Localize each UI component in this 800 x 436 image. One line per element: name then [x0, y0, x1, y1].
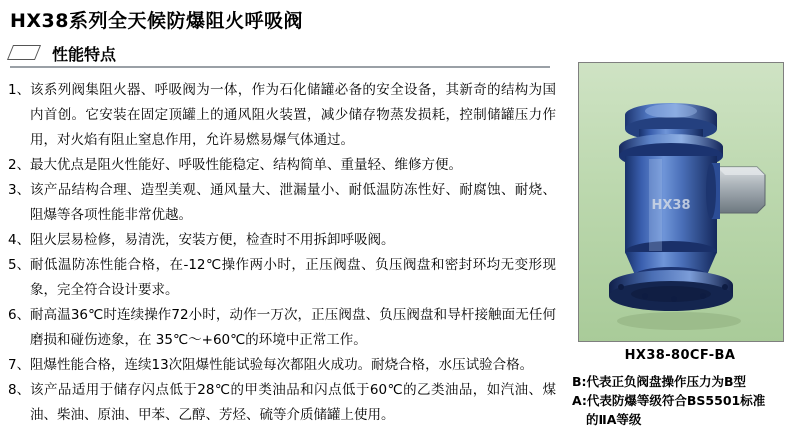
section-title: 性能特点	[52, 45, 117, 64]
list-item-text: 该产品适用于储存闪点低于28℃的甲类油品和闪点低于60℃的乙类油品，如汽油、煤油、柴油、原油、甲苯、乙醇、芳烃、硫等介质储罐上使用。	[30, 382, 556, 423]
list-item-number: 4、	[8, 232, 31, 248]
list-item-text: 阻爆性能合格，连续13次阻爆性能试验每次都阻火成功。耐烧合格，水压试验合格。	[30, 357, 534, 373]
list-item-text: 耐低温防冻性能合格，在-12℃操作两小时，正压阀盘、负压阀盘和密封环均无变形现象，完全符合设计要求。	[30, 257, 556, 298]
list-item-number: 3、	[8, 182, 31, 198]
legend-row	[572, 391, 796, 410]
list-item-number: 1、	[8, 82, 31, 98]
legend-key: B:	[572, 374, 587, 389]
list-item-text: 该系列阀集阻火器、呼吸阀为一体，作为石化储罐必备的安全设备，其新奇的结构为国内首创。它安装在固定顶罐上的通风阻火装置，减少储存物蒸发损耗，控制储罐压力作用，对火焰有阻止窒息作用，允许易燃易爆气体通过。	[30, 82, 556, 148]
legend-value: 代表防爆等级符合BS5501标准	[586, 393, 766, 408]
section-divider	[10, 66, 550, 68]
figure-caption: HX38-80CF-BA	[624, 348, 736, 363]
list-item-number: 2、	[8, 157, 31, 173]
legend-value: 代表正负阀盘操作压力为B型	[586, 374, 747, 389]
section-header	[10, 42, 116, 65]
list-item	[8, 353, 556, 378]
legend-key: A:	[572, 393, 587, 408]
list-item	[8, 303, 556, 353]
list-item-text: 阻火层易检修，易清洗，安装方便，检查时不用拆卸呼吸阀。	[30, 232, 395, 248]
list-item	[8, 78, 556, 153]
legend-value-continued: 的ⅡA等级	[586, 412, 642, 427]
list-item	[8, 228, 556, 253]
parallelogram-icon	[10, 45, 40, 62]
svg-text:HX38: HX38	[651, 198, 691, 213]
valve-illustration	[579, 63, 783, 341]
list-item	[8, 378, 556, 428]
list-item-number: 8、	[8, 382, 31, 398]
list-item	[8, 153, 556, 178]
legend-row	[572, 372, 796, 391]
list-item-text: 该产品结构合理、造型美观、通风量大、泄漏量小、耐低温防冻性好、耐腐蚀、耐烧、阻爆等各项性能非常优越。	[30, 182, 556, 223]
list-item-number: 5、	[8, 257, 31, 273]
features-list	[8, 78, 556, 428]
list-item-text: 耐高温36℃时连续操作72小时，动作一万次，正压阀盘、负压阀盘和导杆接触面无任何磨损和碰伤迹象，在 35℃～+60℃的环境中正常工作。	[30, 307, 556, 348]
list-item-number: 6、	[8, 307, 31, 323]
list-item	[8, 253, 556, 303]
list-item	[8, 178, 556, 228]
product-photo	[578, 62, 784, 342]
list-item-number: 7、	[8, 357, 31, 373]
list-item-text: 最大优点是阻火性能好、呼吸性能稳定、结构简单、重量轻、维修方便。	[30, 157, 462, 173]
page-title: HX38系列全天候防爆阻火呼吸阀	[10, 10, 303, 32]
figure-legend	[572, 372, 796, 429]
